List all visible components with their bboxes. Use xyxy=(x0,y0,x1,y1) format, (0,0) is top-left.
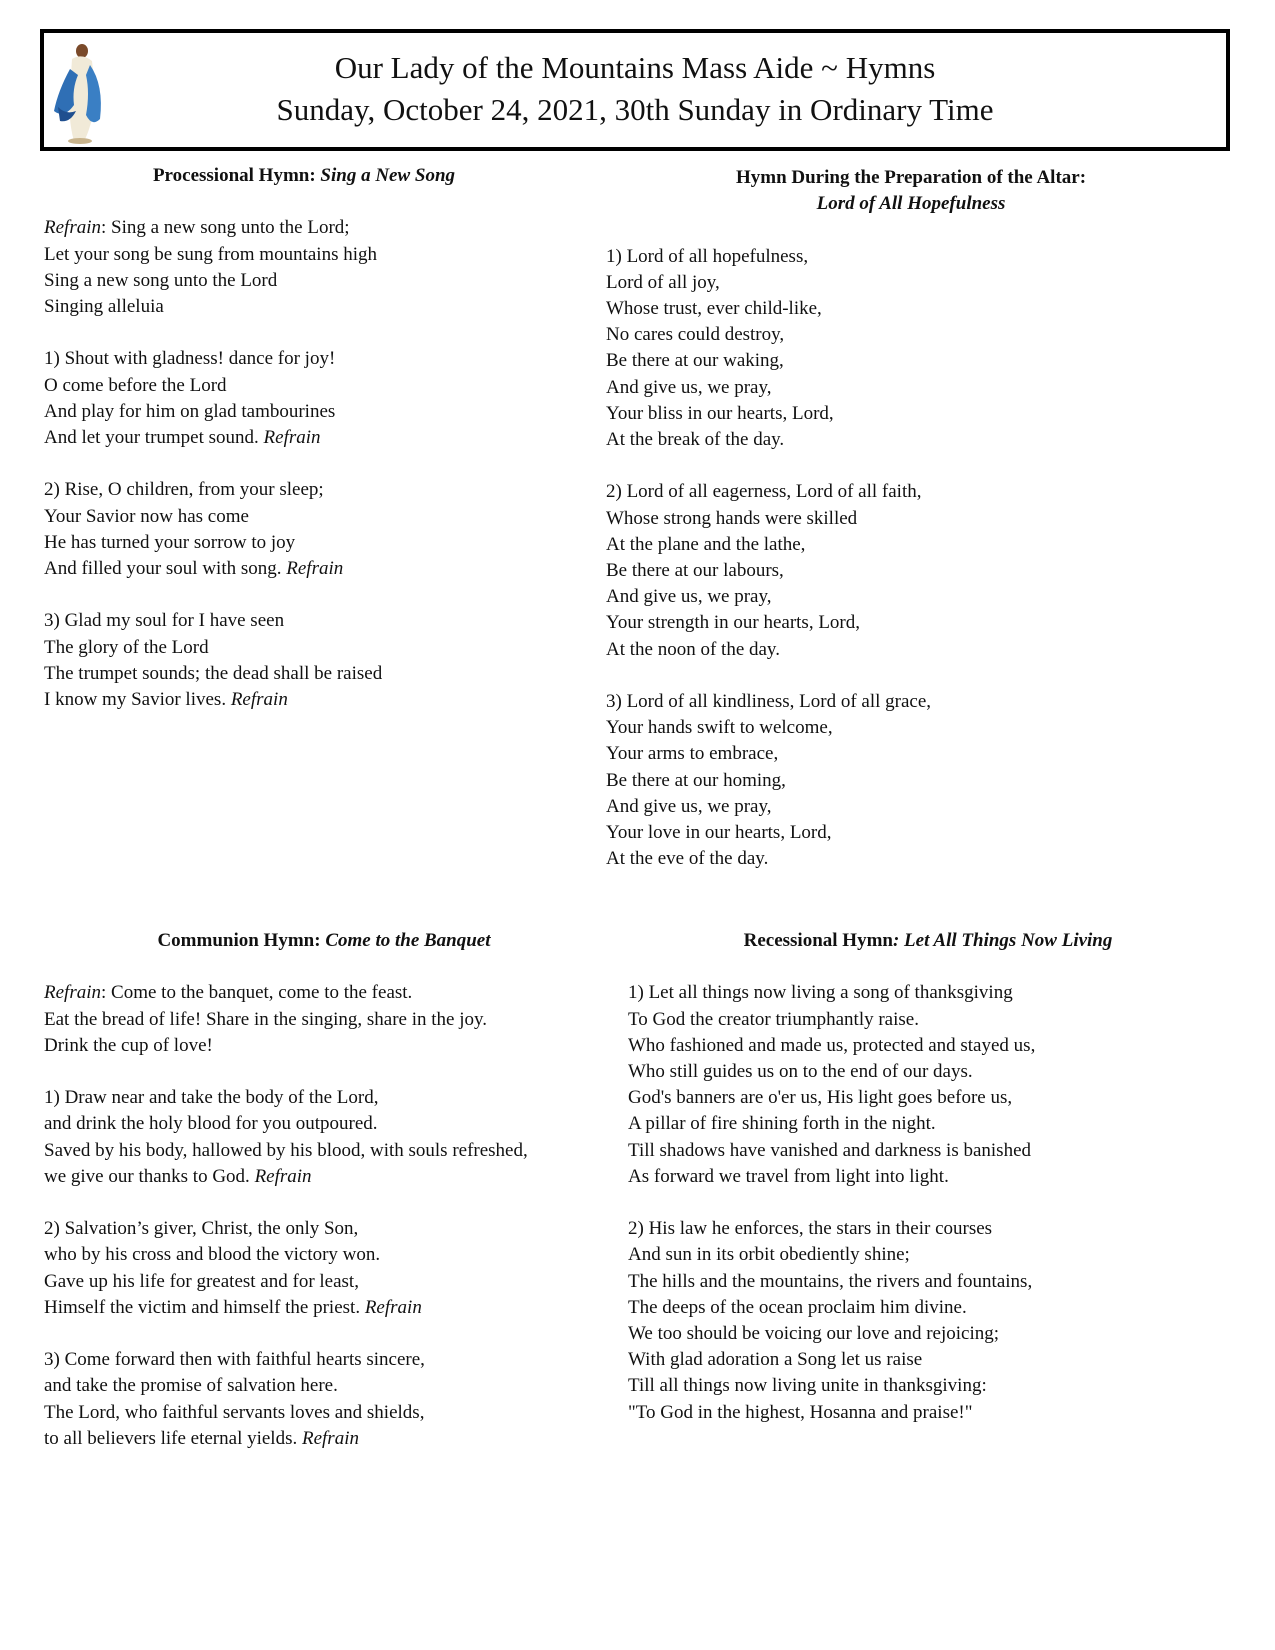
verse-line: A pillar of fire shining forth in the night. xyxy=(628,1113,936,1135)
processional-verse xyxy=(44,477,564,582)
communion-heading xyxy=(44,928,604,954)
verse-line: Who fashioned and made us, protected and stayed us, xyxy=(628,1034,1036,1056)
communion-heading-title: Come to the Banquet xyxy=(325,930,491,951)
refrain-tag: Refrain xyxy=(254,1165,312,1187)
offertory-verse xyxy=(606,244,1226,454)
title-block xyxy=(44,47,1226,131)
verse-line: Saved by his body, hallowed by his blood, with souls refreshed, xyxy=(44,1139,528,1161)
refrain-label: Refrain xyxy=(44,217,101,239)
refrain-tag: Refrain xyxy=(286,558,344,579)
page-title: Our Lady of the Mountains Mass Aide ~ Hymns xyxy=(334,50,936,85)
processional-heading-title: Sing a New Song xyxy=(320,165,456,186)
verse-line: We too should be voicing our love and rejoicing; xyxy=(628,1323,1000,1345)
refrain-label: Refrain xyxy=(44,982,101,1004)
verse-line: Be there at our waking, xyxy=(606,350,784,372)
recessional-verse xyxy=(628,1216,1228,1426)
verse-line: At the eve of the day. xyxy=(606,848,769,870)
verse-line: we give our thanks to God. xyxy=(44,1165,255,1187)
recessional-hymn xyxy=(628,928,1228,1452)
refrain-tag: Refrain xyxy=(230,689,288,710)
verse-line: 2) Rise, O children, from your sleep; xyxy=(44,479,324,501)
offertory-verse xyxy=(606,479,1226,662)
verse-line: The Lord, who faithful servants loves and shields, xyxy=(44,1401,425,1423)
verse-line: I know my Savior lives. xyxy=(44,689,231,710)
verse-line: With glad adoration a Song let us raise xyxy=(628,1349,923,1371)
verse-line: 1) Let all things now living a song of thanksgiving xyxy=(628,982,1013,1004)
verse-line: The hills and the mountains, the rivers and fountains, xyxy=(628,1270,1033,1292)
verse-line: who by his cross and blood the victory won. xyxy=(44,1244,381,1266)
verse-line: At the break of the day. xyxy=(606,429,785,451)
verse-line: At the noon of the day. xyxy=(606,638,780,660)
communion-verse xyxy=(44,1216,604,1321)
verse-line: 2) Salvation’s giver, Christ, the only Son, xyxy=(44,1218,359,1240)
processional-verse xyxy=(44,608,564,713)
refrain-line: Drink the cup of love! xyxy=(44,1034,213,1056)
verse-line: Be there at our homing, xyxy=(606,769,786,791)
communion-refrain xyxy=(44,980,604,1059)
verse-line: O come before the Lord xyxy=(44,374,227,396)
verse-line: 3) Glad my soul for I have seen xyxy=(44,610,285,632)
verse-line: As forward we travel from light into light. xyxy=(628,1165,949,1187)
verse-line: Your arms to embrace, xyxy=(606,743,779,765)
verse-line: And filled your soul with song. xyxy=(44,558,287,579)
verse-line: "To God in the highest, Hosanna and praise!" xyxy=(628,1401,973,1423)
communion-verse xyxy=(44,1085,604,1190)
verse-line: Your hands swift to welcome, xyxy=(606,717,833,739)
verse-line: Till all things now living unite in thanksgiving: xyxy=(628,1375,987,1397)
refrain-line: Sing a new song unto the Lord xyxy=(44,269,278,291)
offertory-verse xyxy=(606,689,1226,872)
offertory-hymn xyxy=(606,165,1226,899)
refrain-line: Singing alleluia xyxy=(44,296,164,317)
refrain-line: Eat the bread of life! Share in the singing, share in the joy. xyxy=(44,1008,488,1030)
verse-line: 2) Lord of all eagerness, Lord of all faith, xyxy=(606,481,922,503)
refrain-line: : Come to the banquet, come to the feast. xyxy=(101,982,413,1004)
processional-refrain xyxy=(44,215,564,320)
verse-line: At the plane and the lathe, xyxy=(606,533,806,555)
verse-line: And give us, we pray, xyxy=(606,795,772,817)
refrain-tag: Refrain xyxy=(301,1427,359,1449)
communion-verse xyxy=(44,1347,604,1452)
verse-line: God's banners are o'er us, His light goes before us, xyxy=(628,1087,1013,1109)
offertory-heading-title: Lord of All Hopefulness xyxy=(816,193,1006,215)
recessional-heading xyxy=(628,928,1228,954)
verse-line: 1) Draw near and take the body of the Lord, xyxy=(44,1087,379,1109)
header-box xyxy=(40,29,1230,151)
verse-line: To God the creator triumphantly raise. xyxy=(628,1008,919,1030)
verse-line: The trumpet sounds; the dead shall be raised xyxy=(44,662,383,684)
verse-line: Your Savior now has come xyxy=(44,505,249,527)
verse-line: And play for him on glad tambourines xyxy=(44,400,336,422)
processional-heading-label: Processional Hymn: xyxy=(152,165,321,186)
recessional-heading-label: Recessional Hymn xyxy=(743,930,893,951)
verse-line: Himself the victim and himself the priest. xyxy=(44,1296,365,1318)
verse-line: Your strength in our hearts, Lord, xyxy=(606,612,861,634)
refrain-line: Let your song be sung from mountains high xyxy=(44,243,377,265)
verse-line: Your love in our hearts, Lord, xyxy=(606,822,832,844)
verse-line: Till shadows have vanished and darkness is banished xyxy=(628,1139,1031,1161)
verse-line: Lord of all joy, xyxy=(606,271,720,293)
verse-line: Gave up his life for greatest and for least, xyxy=(44,1270,359,1292)
verse-line: He has turned your sorrow to joy xyxy=(44,531,296,553)
page-subtitle: Sunday, October 24, 2021, 30th Sunday in Ordinary Time xyxy=(276,92,994,127)
verse-line: Who still guides us on to the end of our days. xyxy=(628,1061,973,1082)
communion-heading-label: Communion Hymn: xyxy=(157,930,326,951)
verse-line: 1) Lord of all hopefulness, xyxy=(606,245,809,267)
verse-line: And give us, we pray, xyxy=(606,376,772,398)
offertory-heading-label: Hymn During the Preparation of the Altar: xyxy=(735,167,1087,188)
verse-line: And give us, we pray, xyxy=(606,586,772,608)
refrain-line: : Sing a new song unto the Lord; xyxy=(101,217,350,239)
verse-line: 1) Shout with gladness! dance for joy! xyxy=(44,348,336,370)
verse-line: Whose trust, ever child-like, xyxy=(606,298,822,319)
verse-line: 2) His law he enforces, the stars in their courses xyxy=(628,1218,993,1240)
verse-line: and take the promise of salvation here. xyxy=(44,1375,338,1397)
refrain-tag: Refrain xyxy=(364,1296,422,1318)
processional-heading xyxy=(44,163,564,189)
verse-line: Whose strong hands were skilled xyxy=(606,507,858,529)
communion-hymn xyxy=(44,928,604,1478)
verse-line: to all believers life eternal yields. xyxy=(44,1427,302,1449)
verse-line: No cares could destroy, xyxy=(606,324,785,346)
recessional-verse xyxy=(628,980,1228,1190)
verse-line: Your bliss in our hearts, Lord, xyxy=(606,402,834,424)
refrain-tag: Refrain xyxy=(263,427,321,448)
processional-verse xyxy=(44,346,564,451)
recessional-heading-title: : Let All Things Now Living xyxy=(892,930,1113,951)
verse-line: and drink the holy blood for you outpoured. xyxy=(44,1113,378,1135)
processional-hymn xyxy=(44,163,564,739)
verse-line: And sun in its orbit obediently shine; xyxy=(628,1244,910,1266)
offertory-heading xyxy=(606,165,1216,217)
verse-line: The deeps of the ocean proclaim him divine. xyxy=(628,1296,967,1318)
verse-line: 3) Come forward then with faithful hearts sincere, xyxy=(44,1349,425,1371)
verse-line: 3) Lord of all kindliness, Lord of all grace, xyxy=(606,691,932,713)
verse-line: Be there at our labours, xyxy=(606,560,784,582)
verse-line: The glory of the Lord xyxy=(44,636,209,658)
verse-line: And let your trumpet sound. xyxy=(44,427,264,448)
